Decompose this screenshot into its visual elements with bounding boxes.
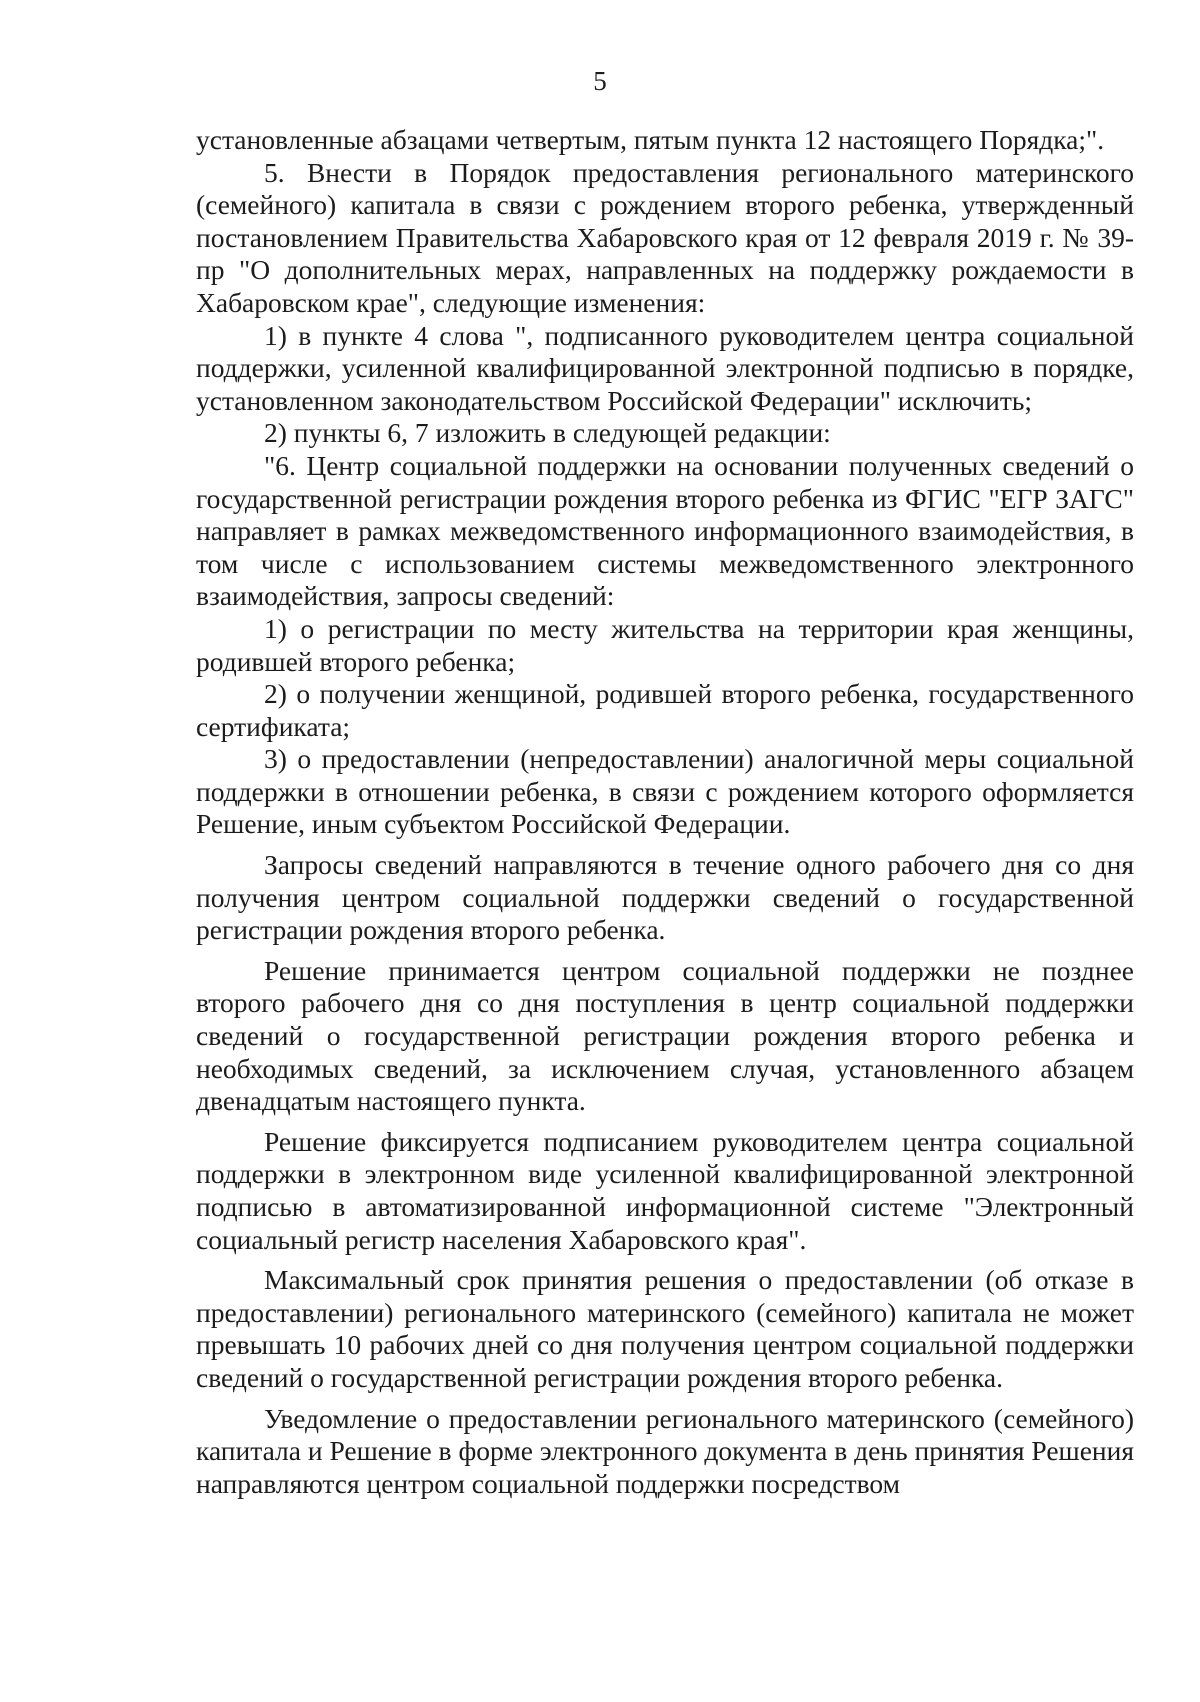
paragraph: 3) о предоставлении (непредоставлении) аналогичной меры социальной поддержки в отношении ребенка, в связи с рождением которого оформляется Решение, иным субъектом Российской Федерации. bbox=[196, 743, 1134, 840]
paragraph: 1) в пункте 4 слова ", подписанного руководителем центра социальной поддержки, усиленной квалифицированной электронной подписью в порядке, установленном законодательством Российской Федерации" исключить; bbox=[196, 319, 1134, 416]
page-number: 5 bbox=[593, 66, 607, 96]
paragraph: установленные абзацами четвертым, пятым пункта 12 настоящего Порядка;". bbox=[196, 124, 1105, 155]
paragraph: 2) пункты 6, 7 изложить в следующей редакции: bbox=[264, 417, 831, 449]
paragraph: Уведомление о предоставлении регионального материнского (семейного) капитала и Решение в форме электронного документа в день принятия Решения направляются центром социальной поддержки посредством bbox=[196, 1402, 1134, 1499]
paragraph: 5. Внести в Порядок предоставления регионального материнского (семейного) капитала в связи с рождением второго ребенка, утвержденный постановлением Правительства Хабаровского края от 12 февраля 2019 г. № 39-пр "О дополнительных мерах, направленных на поддержку рождаемости в Хабаровском крае", следующие изменения: bbox=[196, 156, 1134, 318]
paragraph: Решение фиксируется подписанием руководителем центра социальной поддержки в электронном виде усиленной квалифицированной электронной подписью в автоматизированной информационной системе "Электронный социальный регистр населения Хабаровского края". bbox=[196, 1125, 1134, 1255]
paragraph: Максимальный срок принятия решения о предоставлении (об отказе в предоставлении) регионального материнского (семейного) капитала не может превышать 10 рабочих дней со дня получения центром социальной поддержки сведений о государственной регистрации рождения второго ребенка. bbox=[196, 1264, 1134, 1393]
paragraph: "6. Центр социальной поддержки на основании полученных сведений о государственной регистрации рождения второго ребенка из ФГИС "ЕГР ЗАГС" направляет в рамках межведомственного информационного взаимодействия, в том числе с использованием системы межведомственного электронного взаимодействия, запросы сведений: bbox=[196, 449, 1134, 612]
paragraph: 2) о получении женщиной, родившей второго ребенка, государственного сертификата; bbox=[196, 678, 1134, 742]
paragraph: Запросы сведений направляются в течение одного рабочего дня со дня получения центром социальной поддержки сведений о государственной регистрации рождения второго ребенка. bbox=[196, 849, 1134, 946]
document-body bbox=[196, 124, 1134, 1500]
paragraph: 1) о регистрации по месту жительства на территории края женщины, родившей второго ребенка; bbox=[196, 612, 1134, 677]
paragraph: Решение принимается центром социальной поддержки не позднее второго рабочего дня со дня поступления в центр социальной поддержки сведений о государственной регистрации рождения второго ребенка и необходимых сведений, за исключением случая, установленного абзацем двенадцатым настоящего пункта. bbox=[196, 954, 1134, 1117]
